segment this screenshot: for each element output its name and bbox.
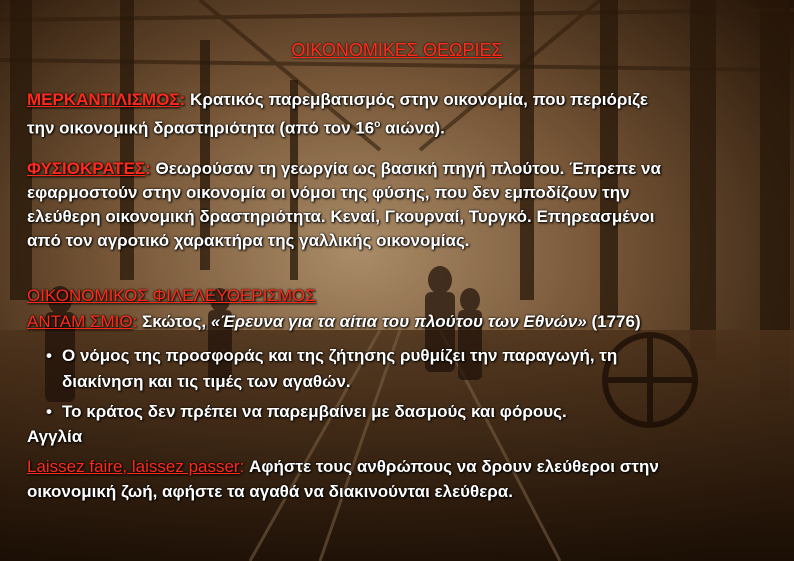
- page-title: ΟΙΚΟΝΟΜΙΚΕΣ ΘΕΩΡΙΕΣ: [291, 40, 503, 60]
- smith-text-b: (1776): [586, 312, 641, 331]
- laissez-text-1: Αφήστε τους ανθρώπους να δρουν ελεύθεροι στην: [244, 457, 659, 476]
- mercantilism-line-2: [27, 113, 445, 140]
- laissez-term: Laissez faire, laissez passer: [27, 457, 240, 476]
- country-label: Αγγλία: [27, 427, 83, 446]
- physiocrats-line-1: [27, 157, 661, 180]
- mercantilism-line-1: [27, 88, 648, 111]
- mercantilism-text-2b: αιώνα).: [380, 118, 445, 138]
- bullet-item-2: [46, 400, 567, 423]
- bullet-2-dot: •: [46, 402, 52, 421]
- laissez-line-1: [27, 455, 659, 478]
- smith-book-title: «Έρευνα για τα αίτια του πλούτου των Εθνών»: [210, 312, 587, 331]
- physiocrats-text-1: Θεωρούσαν τη γεωργία ως βασική πηγή πλούτου. Έπρεπε να: [150, 159, 661, 178]
- bullet-2-text: Το κράτος δεν πρέπει να παρεμβαίνει με δασμούς και φόρους.: [62, 402, 567, 421]
- liberalism-heading: ΟΙΚΟΝΟΜΙΚΟΣ ΦΙΛΕΛΕΥΘΕΡΙΣΜΟΣ: [27, 286, 316, 305]
- bullet-1-line-1: Ο νόμος της προσφοράς και της ζήτησης ρυθμίζει την παραγωγή, τη: [62, 346, 618, 365]
- smith-term: ΑΝΤΑΜ ΣΜΙΘ: [27, 312, 133, 331]
- smith-colon: :: [132, 312, 138, 331]
- bullet-1-dot: •: [46, 346, 52, 365]
- bullet-1-line-2: διακίνηση και τις τιμές των αγαθών.: [62, 372, 351, 391]
- physiocrats-term: ΦΥΣΙΟΚΡΑΤΕΣ: [27, 159, 146, 178]
- laissez-line-2: οικονομική ζωή, αφήστε τα αγαθά να διακινούνται ελεύθερα.: [27, 482, 513, 501]
- mercantilism-text-2a: την οικονομική δραστηριότητα (από τον 16: [27, 118, 375, 138]
- mercantilism-term: ΜΕΡΚΑΝΤΙΛΙΣΜΟΣ: [27, 90, 180, 109]
- mercantilism-sup: ο: [374, 119, 381, 130]
- smith-text-a: Σκώτος,: [137, 312, 211, 331]
- smith-line: [27, 310, 641, 333]
- physiocrats-line-4: από τον αγροτικό χαρακτήρα της γαλλικής οικονομίας.: [27, 231, 470, 250]
- physiocrats-line-3: ελεύθερη οικονομική δραστηριότητα. Κεναί, Γκουρναί, Τυργκό. Επηρεασμένοι: [27, 207, 655, 226]
- physiocrats-colon: :: [145, 159, 151, 178]
- mercantilism-colon: :: [179, 90, 186, 109]
- bullet-item-1: [46, 344, 618, 367]
- physiocrats-line-2: εφαρμοστούν στην οικονομία οι νόμοι της φύσης, που δεν εμποδίζουν την: [27, 183, 630, 202]
- mercantilism-text-1: Κρατικός παρεμβατισμός στην οικονομία, που περιόριζε: [185, 90, 648, 109]
- laissez-colon: :: [239, 457, 245, 476]
